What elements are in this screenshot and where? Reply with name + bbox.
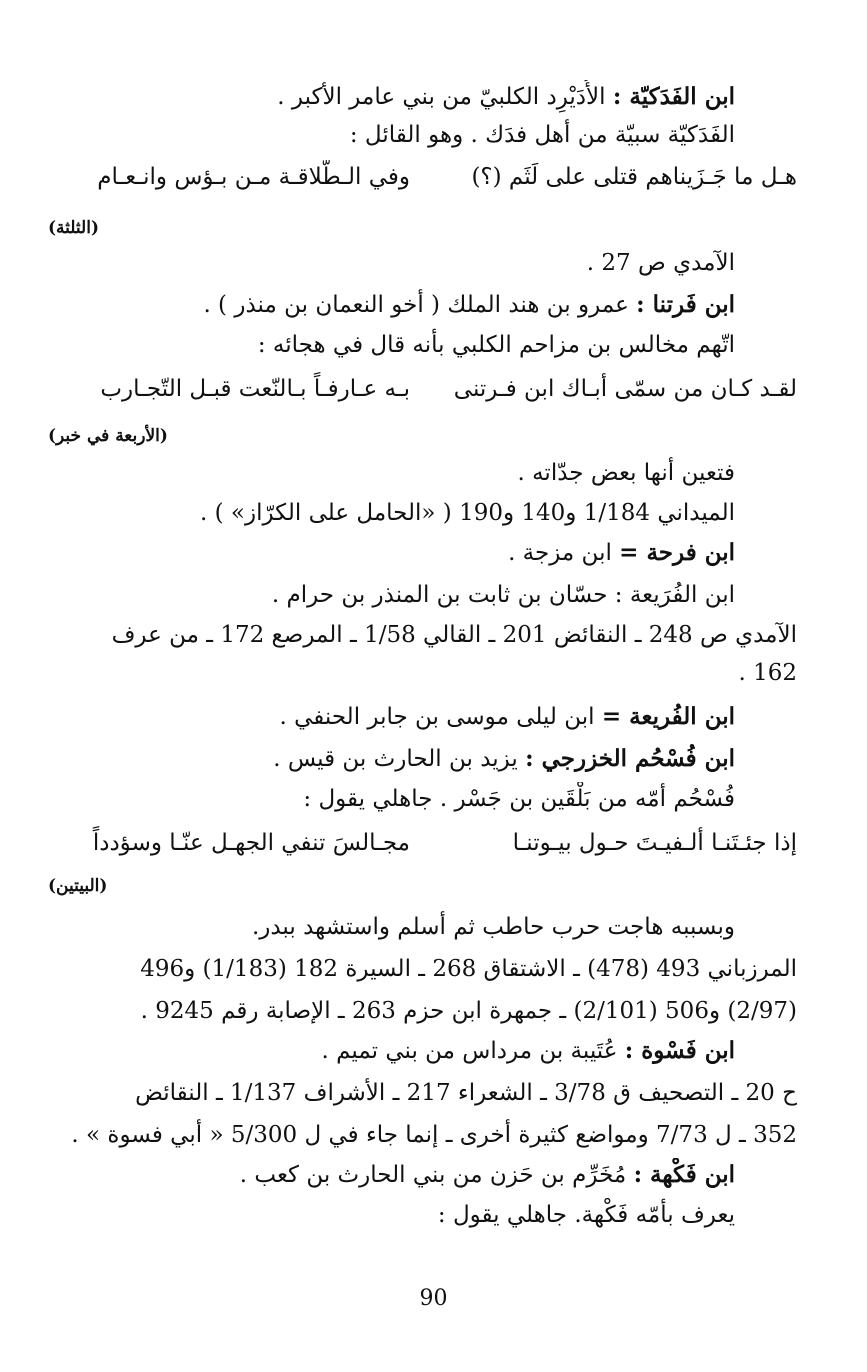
entry-text: مُخَرِّم بن حَزن من بني الحارث بن كعب . [239,1162,634,1188]
page-number: 90 [419,1286,448,1311]
entry-heading: ابن فرحة = [619,539,735,566]
verse-second-hemistich: وفي الـطَّلاقـة مـن بـؤس وانـعـام [97,164,410,190]
entry-heading: ابن الفَدَكيّة : [612,83,735,110]
text-line: الآمدي ص 27 . [586,250,735,276]
text-line: اتّهم مخالس بن مزاحم الكلبي بأنه قال في هجائه : [257,332,735,358]
text-line: وبسببه هاجت حرب حاطب ثم أسلم واستشهد ببدر. [251,914,735,940]
text-line: الميداني 1/184 و140 و190 ( «الحامل على الكرّاز» ) . [200,500,735,526]
entry-ibn-fartana [30,288,735,322]
verse-first-hemistich: إذا جئـتَنـا ألـفيـتَ حـول بيـوتنـا [512,830,797,856]
entry-heading: ابن فَرتنا : [636,291,735,318]
text-line: الآمدي ص 248 ـ النقائض 201 ـ القالي 1/58 ـ المرصع 172 ـ من عرف [111,622,797,648]
text-line: 162 . [738,660,797,686]
entry-ibn-al-fadakiyya [30,80,735,114]
text-line: المرزباني 493 (478) ـ الاشتقاق 268 ـ السيرة 182 (1/183) و496 [140,956,797,982]
text-line: يعرف بأمّه فَكْهة. جاهلي يقول : [437,1202,735,1228]
entry-text: عُتَيبة بن مرداس من بني تميم . [321,1038,625,1064]
entry-ibn-fakha [30,1158,735,1192]
entry-ibn-al-furaya [30,700,735,734]
verse-second-hemistich: بـه عـارفـاً بـالنّعت قبـل التّجـارب [100,376,410,402]
entry-text: ابن مزجة . [508,540,620,566]
entry-ibn-fasuwa [30,1034,735,1068]
entry-ibn-fushum [30,742,735,776]
verse-note: (الثلثة) [48,218,99,238]
text-line: الفَدَكيّة سبيّة من أهل فدَك . وهو القائل : [349,122,735,148]
verse-second-hemistich: مجـالسَ تنفي الجهـل عنّـا وسؤدداً [92,830,410,856]
text-line: (2/97) و506 (2/101) ـ جمهرة ابن حزم 263 ـ الإصابة رقم 9245 . [140,998,797,1024]
entry-ibn-farha [30,536,735,570]
entry-heading: ابن فَكْهة : [633,1161,735,1188]
entry-heading: ابن فُسْحُم الخزرجي : [525,745,735,772]
entry-text: الأُدَيْرِد الكلبيّ من بني عامر الأكبر . [277,84,613,110]
text-line: ابن الفُرَيعة : حسّان بن ثابت بن المنذر بن حرام . [271,582,735,608]
entry-heading: ابن الفُريعة = [601,703,735,730]
verse-first-hemistich: لقـد كـان من سمّى أبـاك ابن فـرتنى [453,376,797,402]
verse-note: (البيتين) [48,876,108,896]
entry-text: ابن ليلى موسى بن جابر الحنفي . [279,704,602,730]
entry-text: يزيد بن الحارث بن قيس . [273,746,526,772]
text-line: فتعين أنها بعض جدّاته . [517,460,735,486]
verse-first-hemistich: هـل ما جَـزَيناهم قتلى على لَثَم (؟) [471,164,797,190]
text-line: 352 ـ ل 7/73 ومواضع كثيرة أخرى ـ إنما جاء في ل 5/300 « أبي فسوة » . [71,1122,797,1148]
verse-note: (الأربعة في خبر) [48,426,168,446]
entry-text: عمرو بن هند الملك ( أخو النعمان بن منذر ) . [203,292,637,318]
entry-heading: ابن فَسْوة : [624,1037,735,1064]
text-line: ح 20 ـ التصحيف ق 3/78 ـ الشعراء 217 ـ الأشراف 1/137 ـ النقائض [135,1080,797,1106]
text-line: فُسْحُم أمّه من بَلْقَين بن جَسْر . جاهلي يقول : [303,786,735,812]
